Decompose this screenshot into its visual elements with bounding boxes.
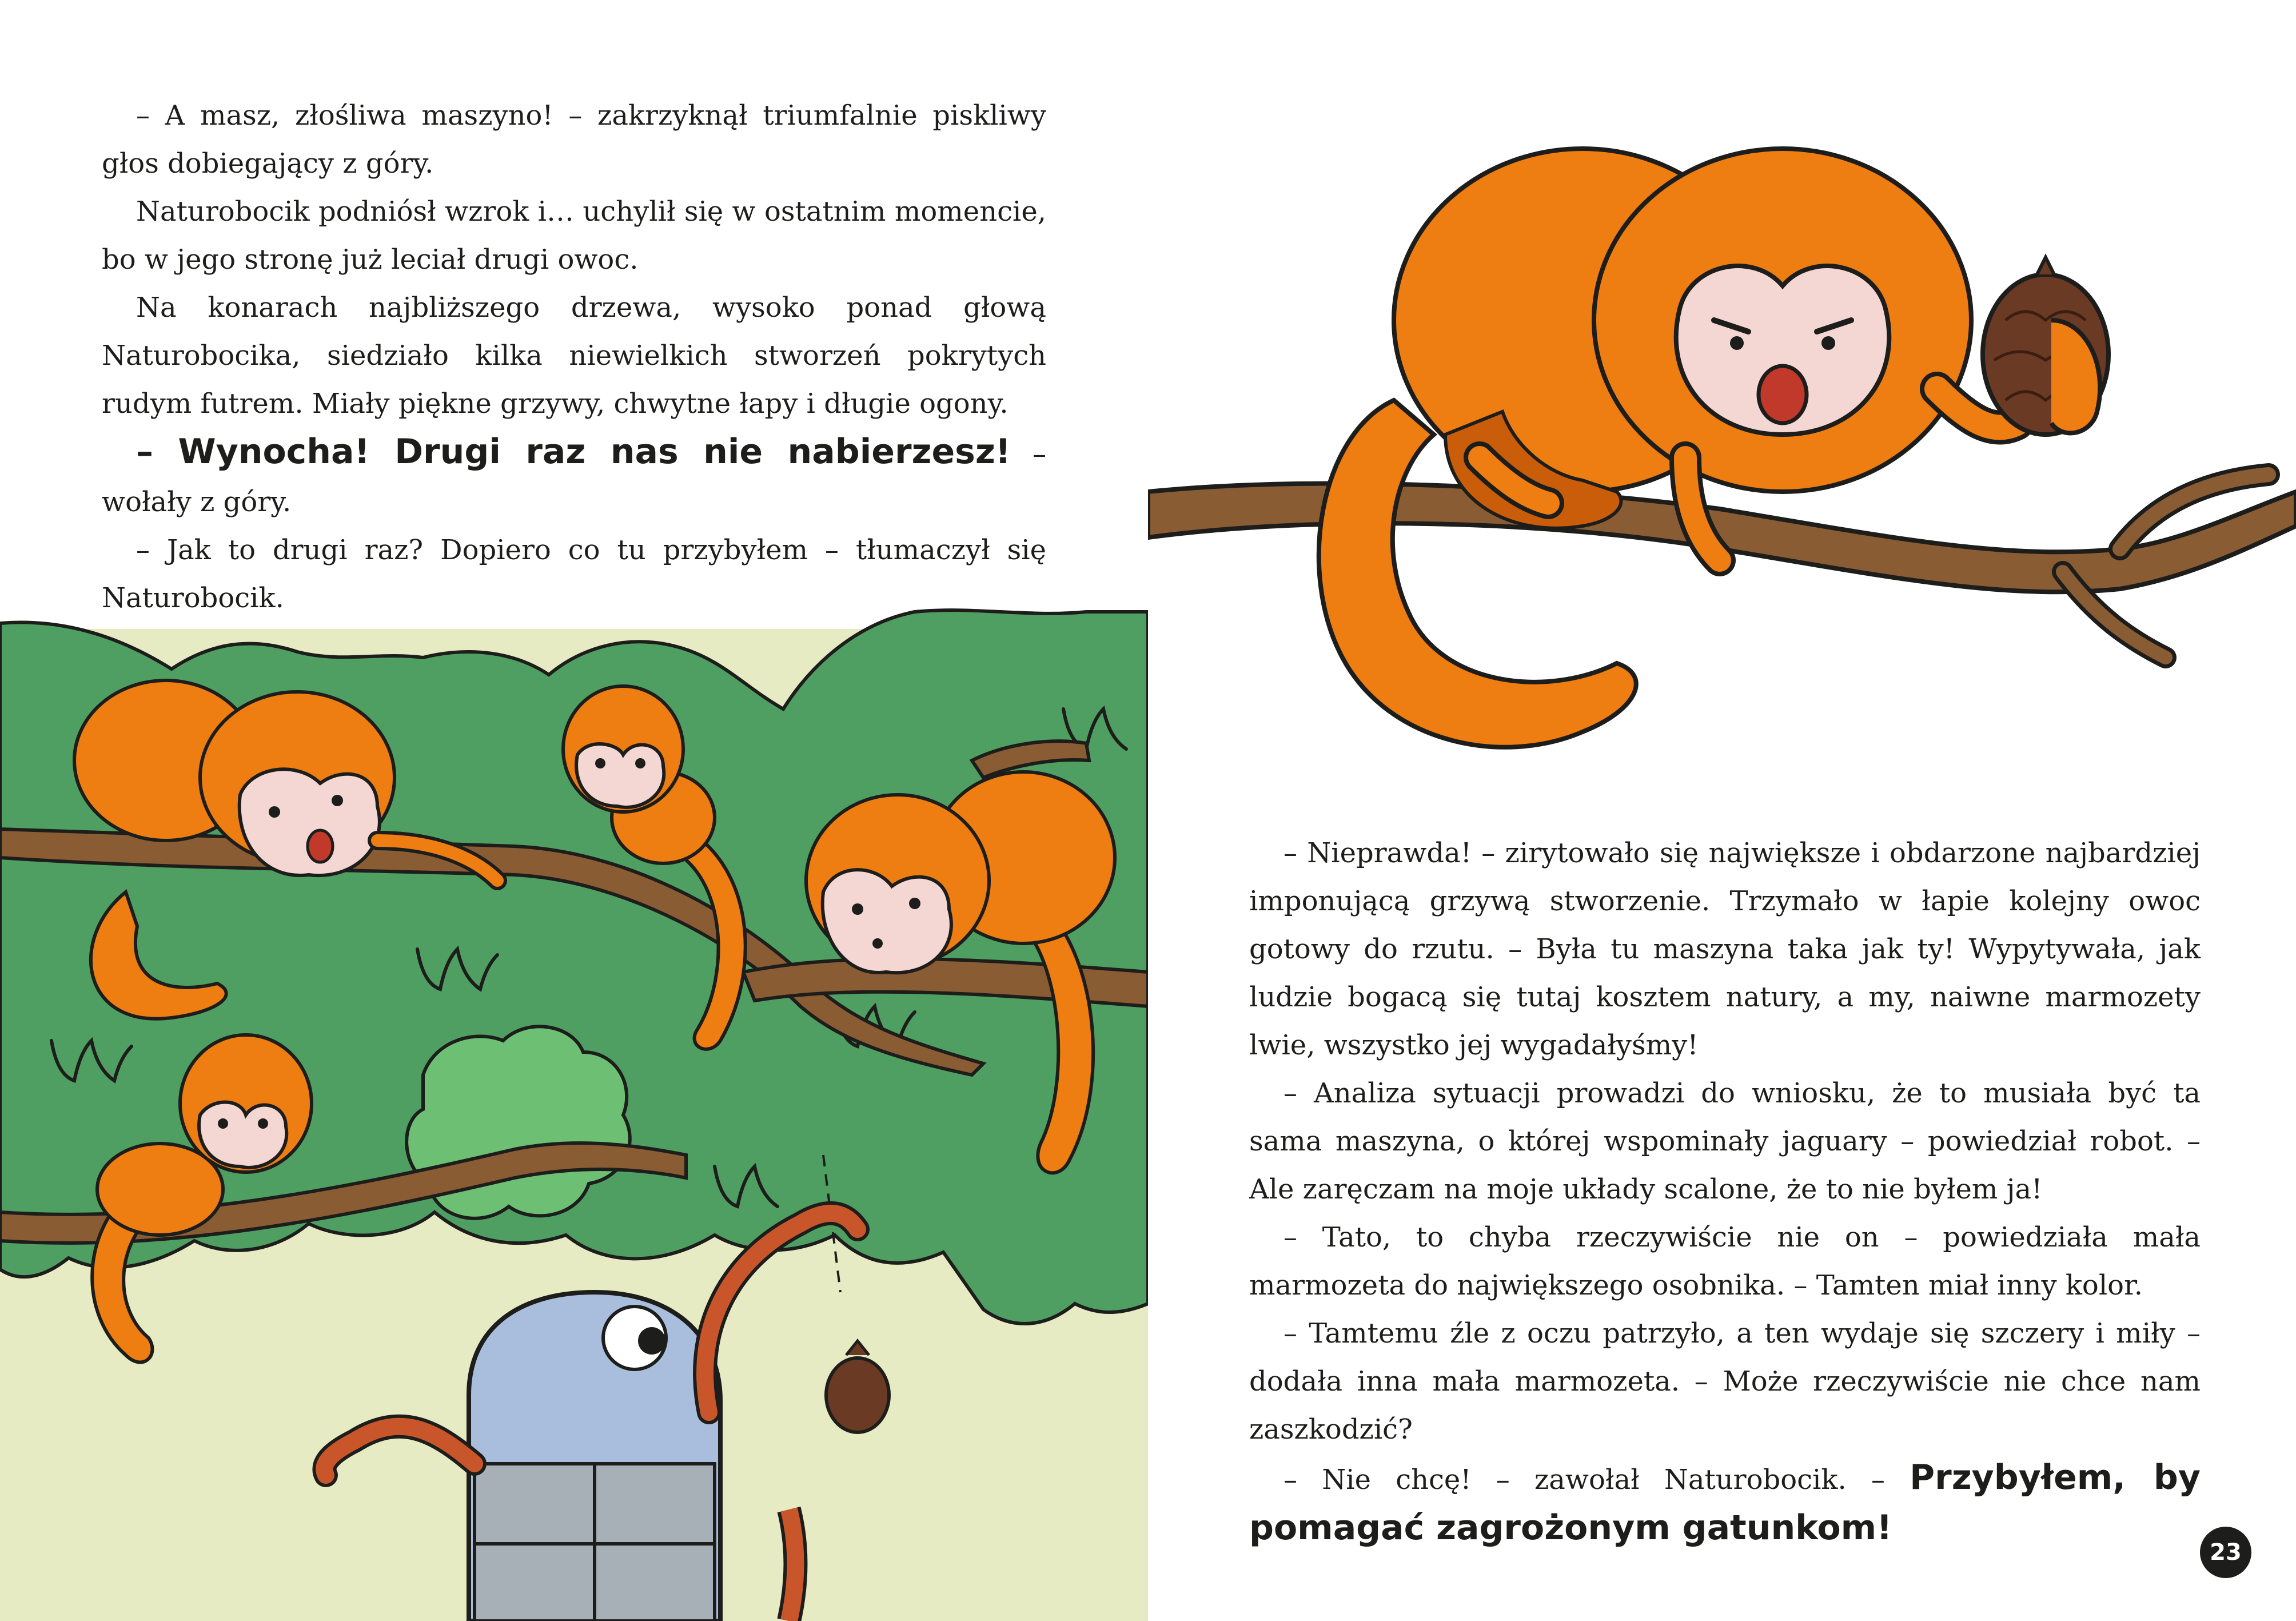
paragraph: – A masz, złośliwa maszyno! – zakrzyknął triumfalnie piskliwy głos dobiegający z góry. (102, 99, 1046, 180)
paragraph: – Tato, to chyba rzeczywiście nie on – powiedziała mała marmozeta do największego osobnika. – Tamten miał inny kolor. (1249, 1221, 2201, 1301)
final-paragraph (1249, 1453, 2201, 1554)
page-number: 23 (2200, 1527, 2251, 1578)
shout-text: Przybyłem, by pomagać zagrożonym gatunkom! (1249, 1457, 2201, 1548)
right-page-text (1249, 829, 2201, 1554)
paragraph: Na konarach najbliższego drzewa, wysoko ponad głową Naturobocika, siedziało kilka niewielkich stworzeń pokrytych rudym futrem. Miały piękne grzywy, chwytne łapy i długie ogony. (102, 292, 1046, 420)
paragraph-start: – Nie chcę! – zawołał Naturobocik. – (1283, 1464, 1910, 1496)
paragraph: – Nieprawda! – zirytowało się największe i obdarzone najbardziej imponującą grzywą stworzenie. Trzymało w łapie kolejny owoc gotowy do rzutu. – Była tu maszyna taka jak ty! Wypytywała, jak ludzie bogacą się tutaj kosztem natury, a my, naiwne marmozety lwie, wszystko jej wygadałyśmy! (1249, 837, 2201, 1061)
paragraph: – Jak to drugi raz? Dopiero co tu przybyłem – tłumaczył się Naturobocik. (102, 534, 1046, 614)
paragraph-rest: – wołały z góry. (102, 438, 1047, 518)
paragraph: – Analiza sytuacji prowadzi do wniosku, że to musiała być ta sama maszyna, o której wspominały jaguary – powiedział robot. – Ale zaręczam na moje układy scalone, że to nie byłem ja! (1249, 1077, 2201, 1205)
monkey-on-branch-illustration (1148, 0, 2296, 800)
paragraph: Naturobocik podniósł wzrok i… uchylił się w ostatnim momencie, bo w jego stronę już leciał drugi owoc. (102, 196, 1046, 276)
paragraph: – Tamtemu źle z oczu patrzyło, a ten wydaje się szczery i miły – dodała inna mała marmozeta. – Może rzeczywiście nie chce nam zaszkodzić? (1249, 1317, 2201, 1445)
shout-text: – Wynocha! Drugi raz nas nie nabierzesz! (136, 432, 1011, 472)
right-page (1148, 0, 2296, 1621)
